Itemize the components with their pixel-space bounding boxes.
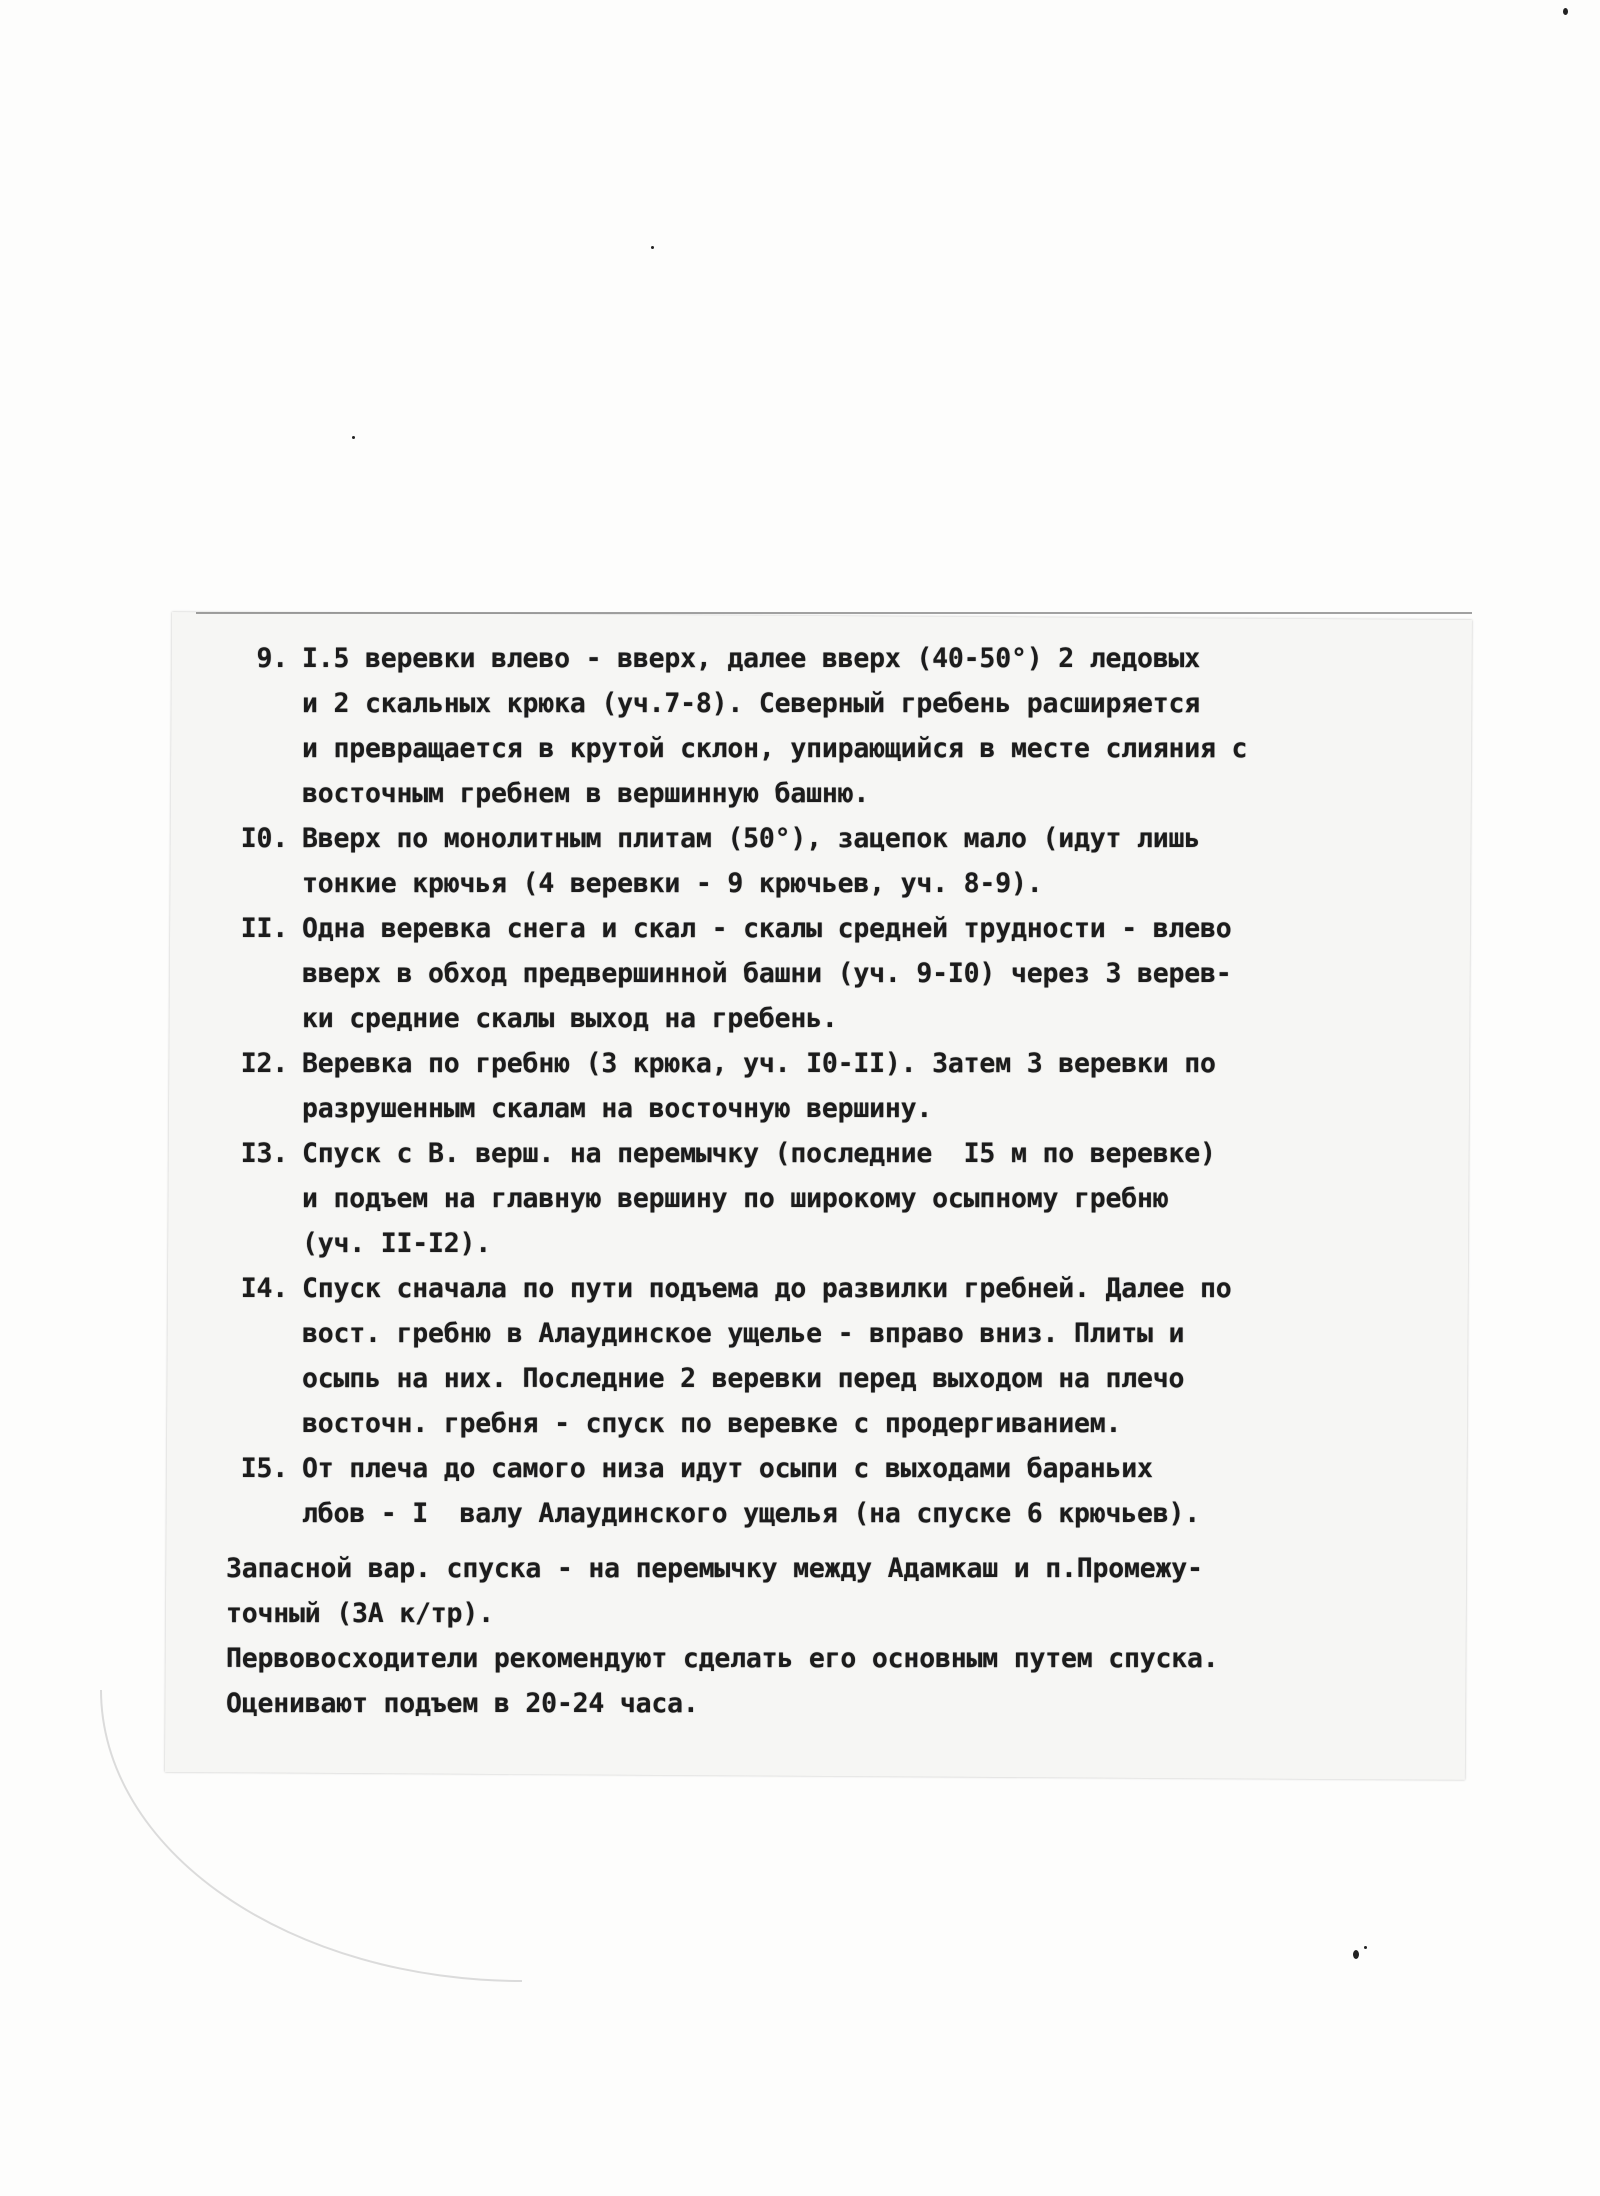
route-item-15 bbox=[222, 1446, 1462, 1536]
text-line: (уч. II-I2). bbox=[302, 1228, 492, 1259]
route-item-10 bbox=[222, 816, 1462, 906]
item-number: I3. bbox=[240, 1138, 288, 1169]
text-line: вверх в обход предвершинной башни (уч. 9-I0) через 3 верев- bbox=[302, 958, 1232, 989]
route-item-11 bbox=[222, 906, 1462, 1041]
item-number: I4. bbox=[240, 1273, 288, 1304]
text-line: От плеча до самого низа идут осыпи с выходами бараньих bbox=[302, 1453, 1153, 1484]
text-line: восточным гребнем в вершинную башню. bbox=[302, 778, 870, 809]
text-line: Веревка по гребню (3 крюка, уч. I0-II). Затем 3 веревки по bbox=[302, 1048, 1216, 1079]
item-text bbox=[302, 906, 1462, 1041]
text-line: Одна веревка снега и скал - скалы средней трудности - влево bbox=[302, 913, 1232, 944]
text-line: восточн. гребня - спуск по веревке с продергиванием. bbox=[302, 1408, 1122, 1439]
note-line: Оценивают подъем в 20-24 часа. bbox=[226, 1688, 699, 1719]
note-line: Запасной вар. спуска - на перемычку между Адамкаш и п.Промежу- bbox=[226, 1553, 1203, 1584]
text-line: лбов - I валу Алаудинского ущелья (на спуске 6 крючьев). bbox=[302, 1498, 1200, 1529]
item-text bbox=[302, 1041, 1462, 1131]
route-item-14 bbox=[222, 1266, 1462, 1446]
paper-slip-edge bbox=[196, 612, 1472, 614]
route-item-13 bbox=[222, 1131, 1462, 1266]
item-text bbox=[302, 816, 1462, 906]
text-line: ки средние скалы выход на гребень. bbox=[302, 1003, 838, 1034]
typewritten-route-description bbox=[222, 636, 1462, 1726]
item-text bbox=[302, 1266, 1462, 1446]
text-line: и подъем на главную вершину по широкому осыпному гребню bbox=[302, 1183, 1169, 1214]
route-item-12 bbox=[222, 1041, 1462, 1131]
text-line: осыпь на них. Последние 2 веревки перед выходом на плечо bbox=[302, 1363, 1185, 1394]
scan-speck bbox=[1353, 1950, 1359, 1959]
item-text bbox=[302, 636, 1462, 816]
scan-speck bbox=[352, 436, 355, 439]
text-line: Вверх по монолитным плитам (50°), зацепок мало (идут лишь bbox=[302, 823, 1200, 854]
text-line: вост. гребню в Алаудинское ущелье - вправо вниз. Плиты и bbox=[302, 1318, 1185, 1349]
item-number: I0. bbox=[240, 823, 288, 854]
text-line: разрушенным скалам на восточную вершину. bbox=[302, 1093, 933, 1124]
item-number: I2. bbox=[240, 1048, 288, 1079]
text-line: и превращается в крутой склон, упирающийся в месте слияния с bbox=[302, 733, 1248, 764]
scan-speck bbox=[1364, 1946, 1367, 1949]
scan-speck bbox=[1563, 8, 1568, 15]
note-line: точный (3А к/тр). bbox=[226, 1598, 494, 1629]
scan-speck bbox=[651, 246, 654, 249]
text-line: Спуск с В. верш. на перемычку (последние I5 м по веревке) bbox=[302, 1138, 1216, 1169]
text-line: тонкие крючья (4 веревки - 9 крючьев, уч. 8-9). bbox=[302, 868, 1043, 899]
item-number: I5. bbox=[240, 1453, 288, 1484]
closing-notes bbox=[226, 1546, 1462, 1726]
text-line: Спуск сначала по пути подъема до развилки гребней. Далее по bbox=[302, 1273, 1232, 1304]
route-item-9 bbox=[222, 636, 1462, 816]
text-line: I.5 веревки влево - вверх, далее вверх (40-50°) 2 ледовых bbox=[302, 643, 1200, 674]
text-line: и 2 скальных крюка (уч.7-8). Северный гребень расширяется bbox=[302, 688, 1200, 719]
item-text bbox=[302, 1446, 1462, 1536]
note-line: Первовосходители рекомендуют сделать его основным путем спуска. bbox=[226, 1643, 1219, 1674]
item-number: 9. bbox=[256, 643, 288, 674]
item-text bbox=[302, 1131, 1462, 1266]
item-number: II. bbox=[240, 913, 288, 944]
